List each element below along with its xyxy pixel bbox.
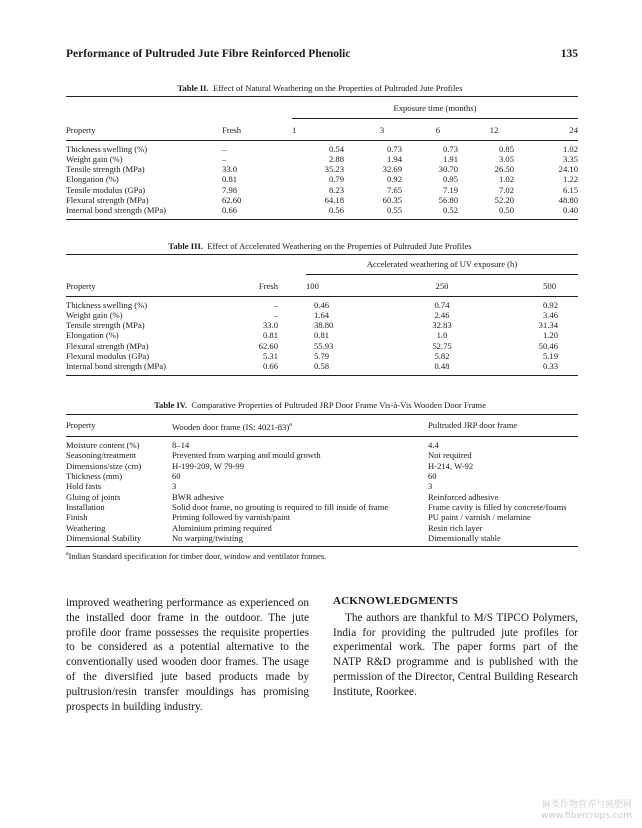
table4-cell: Moisture content (%): [66, 440, 140, 451]
table4-cell: H-214, W-92: [428, 460, 474, 471]
table3-cell: 5.19: [542, 351, 558, 362]
table3-cell: Thickness swelling (%): [66, 299, 148, 310]
table4-cell: Gluing of joints: [66, 491, 121, 502]
table3-row: [66, 310, 578, 320]
table2-row: [66, 140, 578, 154]
table2-row: [66, 205, 578, 219]
table2-row: [66, 195, 578, 205]
table3-cell: 38.80: [314, 320, 334, 331]
table2-cell: 0.92: [386, 174, 402, 185]
table3-cell: Weight gain (%): [66, 309, 123, 320]
table3-cell: Tensile strength (MPa): [66, 320, 145, 331]
table2-col-6: 6: [435, 125, 441, 136]
table2-cell: 56.80: [438, 195, 458, 206]
table4-cell: Solid door frame, no grouting is required to fill inside of frame: [172, 501, 389, 512]
table2-cell: 0.55: [386, 205, 402, 216]
table2-cell: Elongation (%): [66, 174, 119, 185]
table4-row: [66, 481, 578, 491]
table3-cell: 31.34: [538, 320, 558, 331]
footnote-text: Indian Standard specification for timber door, window and ventilator frames.: [68, 551, 327, 561]
table2-cell: 7.65: [386, 184, 402, 195]
table2-row: [66, 174, 578, 184]
table3-cell: 2.46: [434, 309, 450, 320]
table3-cell: Flexural strength (MPa): [66, 340, 149, 351]
table3-header-row: [66, 275, 578, 296]
table2-cell: 7.19: [442, 184, 458, 195]
table2-col-24: 24: [569, 125, 578, 136]
table2-cell: 60.35: [382, 195, 402, 206]
table4-cell: Frame cavity is filled by concrete/foams: [428, 501, 567, 512]
table3-cell: 1.20: [542, 330, 558, 341]
table4-cell: Dimensional Stability: [66, 532, 142, 543]
acknowledgments-text: The authors are thankful to M/S TIPCO Polymers, India for providing the pultruded jute profiles for experimental work. The paper forms part of the NATP R&D programme and is published with the permission of the Director, Central Building Research Institute, Roorkee.: [333, 611, 578, 698]
table2-cell: Weight gain (%): [66, 153, 123, 164]
table4-title: Comparative Properties of Pultruded JRP Door Frame Vis-à-Vis Wooden Door Frame: [191, 400, 486, 410]
table2-group-header: Exposure time (months): [292, 103, 578, 119]
table3: [66, 254, 578, 376]
table3-cell: 0.46: [314, 299, 330, 310]
table2-cell: 0.81: [222, 174, 238, 185]
table2-cell: 0.52: [442, 205, 458, 216]
table3-row: [66, 361, 578, 375]
table4-cell: Priming followed by varnish/paint: [172, 512, 291, 523]
table2-cell: Thickness swelling (%): [66, 143, 148, 154]
table2-col-property: Property: [66, 124, 96, 135]
table4-cell: 8–14: [172, 440, 190, 451]
table4-cell: Aluminium priming required: [172, 522, 272, 533]
table2-cell: 24.10: [558, 164, 578, 175]
table2-cell: 0.73: [442, 143, 458, 154]
table2-cell: 33.0: [222, 164, 238, 175]
table4-cell: Installation: [66, 501, 105, 512]
table4-cell: Thickness (mm): [66, 471, 123, 482]
table4-col-wooden: Wooden door frame (IS: 4021-83)$^a$: [172, 421, 292, 432]
table2-row: [66, 164, 578, 174]
table4-cell: 3: [172, 481, 177, 492]
table3-cell: 5.31: [262, 351, 278, 362]
table3-col-500: 500: [543, 281, 556, 292]
running-header: [66, 48, 578, 66]
table3-cell: –: [273, 299, 278, 310]
table3-cell: 32.83: [432, 320, 452, 331]
table2-cell: Tensile modulus (GPa): [66, 184, 146, 195]
table4-caption: [60, 400, 580, 410]
table4-row: [66, 523, 578, 533]
table2-col-3: 3: [379, 125, 385, 136]
table2-cell: 35.23: [324, 164, 344, 175]
table2-cell: 48.80: [558, 195, 578, 206]
table2-cell: Tensile strength (MPa): [66, 164, 145, 175]
table2-body: [66, 140, 578, 219]
table3-col-250: 250: [435, 281, 449, 292]
table4-cell: H-199-209, W 79-99: [172, 460, 245, 471]
table3-cell: 55.93: [314, 340, 334, 351]
table2-cell: 1.02: [562, 143, 578, 154]
watermark-line2: www.fibercrops.com: [541, 811, 632, 821]
table3-row: [66, 330, 578, 340]
table2-cell: 62.60: [222, 195, 242, 206]
table4-cell: Seasoning/treatment: [66, 450, 137, 461]
table3-cell: 5.79: [314, 351, 330, 362]
table2-header-row: [66, 119, 578, 140]
watermark-line1: 麻类作物营养与施肥网: [541, 800, 632, 810]
table2-cell: 32.69: [382, 164, 402, 175]
table2-cell: –: [222, 143, 227, 154]
table4-label: Table IV.: [154, 400, 188, 410]
table2-cell: Flexural strength (MPa): [66, 195, 149, 206]
table3-row: [66, 296, 578, 310]
table2-cell: 3.35: [562, 153, 578, 164]
table4-cell: 60: [172, 471, 181, 482]
table3-cell: 0.92: [542, 299, 558, 310]
table4-cell: BWR adhesive: [172, 491, 224, 502]
table4-row: [66, 471, 578, 481]
table3-cell: Elongation (%): [66, 330, 119, 341]
table4-header-row: [66, 415, 578, 437]
table2-cell: Internal bond strength (MPa): [66, 205, 166, 216]
table2: [66, 96, 578, 220]
watermark: [541, 800, 632, 822]
table4-cell: 60: [428, 471, 437, 482]
table2-col-12: 12: [489, 125, 499, 136]
table4-cell: 3: [428, 481, 433, 492]
table4-row: [66, 533, 578, 547]
table3-body: [66, 296, 578, 375]
table3-cell: Flexural modulus (GPa): [66, 351, 150, 362]
table2-row: [66, 154, 578, 164]
table2-cell: 0.79: [328, 174, 344, 185]
table4-cell: Reinforced adhesive: [428, 491, 499, 502]
table2-cell: 1.22: [562, 174, 578, 185]
table3-cell: Internal bond strength (MPa): [66, 361, 166, 372]
table4-cell: Resin rich layer: [428, 522, 483, 533]
table2-cell: 3.05: [498, 153, 514, 164]
running-title: Performance of Pultruded Jute Fibre Reinforced Phenolic: [66, 48, 351, 60]
table2-cell: 7.98: [222, 184, 238, 195]
table3-cell: 50.46: [538, 340, 558, 351]
table4: [66, 414, 578, 547]
table3-row: [66, 351, 578, 361]
table4-col-property: Property: [66, 420, 96, 430]
table4-body: [66, 437, 578, 547]
table4-footnote-marker: a: [289, 422, 292, 428]
table4-row: [66, 502, 578, 512]
table2-cell: 52.20: [494, 195, 514, 206]
table4-row: [66, 512, 578, 522]
table2-cell: 64.18: [324, 195, 344, 206]
table3-cell: 0.48: [434, 361, 450, 372]
table4-cell: PU paint / varnish / melamine: [428, 512, 531, 523]
table3-row: [66, 320, 578, 330]
table3-cell: 1.64: [314, 309, 330, 320]
table3-group-header: Accelerated weathering of UV exposure (h): [306, 259, 578, 275]
table3-cell: 0.81: [314, 330, 330, 341]
footnote-marker: a: [66, 551, 69, 557]
table4-cell: Hold fasts: [66, 481, 102, 492]
table3-caption: [60, 241, 580, 251]
table4-cell: Dimensionally stable: [428, 532, 501, 543]
table2-caption: [60, 83, 580, 93]
table3-col-property: Property: [66, 280, 96, 291]
table2-cell: 1.02: [498, 174, 514, 185]
table4-cell: Weathering: [66, 522, 106, 533]
table2-cell: 6.15: [562, 184, 578, 195]
table3-cell: 0.66: [262, 361, 278, 372]
table2-title: Effect of Natural Weathering on the Properties of Pultruded Jute Profiles: [212, 83, 463, 93]
table3-cell: 5.82: [434, 351, 450, 362]
table3-cell: 52.75: [432, 340, 452, 351]
table3-col-fresh: Fresh: [258, 280, 278, 291]
table2-cell: 0.66: [222, 205, 238, 216]
table4-col-jrp: Pultruded JRP door frame: [428, 420, 518, 430]
table2-cell: 2.88: [328, 153, 344, 164]
table2-cell: 0.40: [562, 205, 578, 216]
table2-cell: 8.23: [328, 184, 344, 195]
table2-cell: 0.95: [442, 174, 458, 185]
table3-cell: 0.58: [314, 361, 330, 372]
table3-title: Effect of Accelerated Weathering on the Properties of Pultruded Jute Profiles: [207, 241, 472, 251]
acknowledgments-section: [333, 594, 578, 700]
conclusion-paragraph: improved weathering performance as experienced on the installed door frame in the outdoor. The jute profile door frame possesses the requisite properties to be considered as a potential alternative to the conventionally used wooden door frames. The usage of the diversified jute based products made by pultrusion/resin transfer mouldings has promising prospects in building industry.: [66, 597, 309, 713]
table2-cell: –: [222, 153, 227, 164]
table2-col-1: 1: [292, 125, 297, 136]
table3-cell: 0.81: [262, 330, 278, 341]
table3-row: [66, 341, 578, 351]
table4-footnote: [66, 551, 326, 561]
table4-row: [66, 437, 578, 451]
table2-cell: 0.73: [386, 143, 402, 154]
table2-cell: 7.02: [498, 184, 514, 195]
table3-col-100: 100: [306, 281, 319, 292]
table3-cell: 1.0: [436, 330, 448, 341]
table2-cell: 0.50: [498, 205, 514, 216]
table2-cell: 30.70: [438, 164, 458, 175]
table3-cell: 0.33: [542, 361, 558, 372]
table4-cell: No warping/twisting: [172, 532, 243, 543]
acknowledgments-heading: ACKNOWLEDGMENTS: [333, 595, 459, 607]
table4-row: [66, 492, 578, 502]
table2-row: [66, 185, 578, 195]
table3-cell: 62.60: [258, 340, 278, 351]
table2-cell: 1.94: [386, 153, 402, 164]
page-number: 135: [560, 48, 578, 60]
table4-cell: Dimensions/size (cm): [66, 460, 142, 471]
table2-cell: 0.85: [498, 143, 514, 154]
table4-row: [66, 450, 578, 460]
table3-cell: 3.46: [542, 309, 558, 320]
table3-cell: 0.74: [434, 299, 450, 310]
table3-cell: –: [273, 309, 278, 320]
table3-cell: 33.0: [262, 320, 278, 331]
table2-cell: 0.56: [328, 205, 344, 216]
table2-cell: 0.54: [328, 143, 344, 154]
table2-col-fresh: Fresh: [222, 124, 242, 135]
table4-cell: Not required: [428, 450, 472, 461]
table2-cell: 26.50: [494, 164, 514, 175]
table2-cell: 1.91: [442, 153, 458, 164]
table4-row: [66, 461, 578, 471]
table3-label: Table III.: [168, 241, 203, 251]
table4-cell: Prevented from warping and mould growth: [172, 450, 321, 461]
table2-label: Table II.: [177, 83, 209, 93]
table4-cell: Finish: [66, 512, 88, 523]
table4-cell: 4.4: [428, 440, 439, 451]
